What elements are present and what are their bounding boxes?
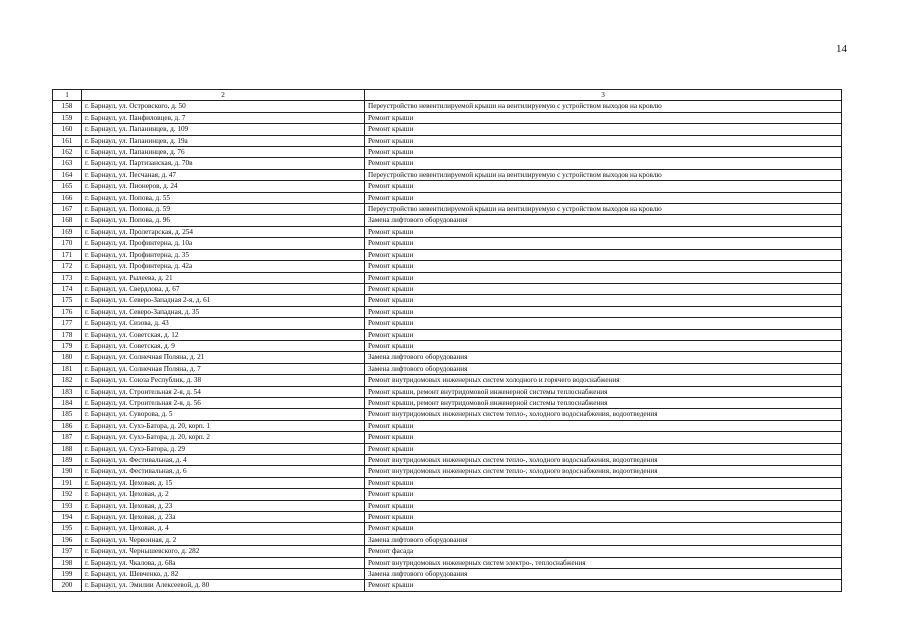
- table-row: [53, 318, 842, 329]
- work-type-cell: Ремонт внутридомовых инженерных систем электро-, теплоснабжения: [365, 557, 842, 568]
- work-type-cell: Ремонт крыши: [365, 580, 842, 591]
- work-type-cell: Замена лифтового оборудования: [365, 569, 842, 580]
- work-type-cell: Ремонт крыши: [365, 135, 842, 146]
- work-type-cell: Ремонт крыши: [365, 523, 842, 534]
- row-number: 175: [53, 295, 82, 306]
- address-cell: г. Барнаул, ул. Советская, д. 12: [82, 329, 365, 340]
- address-cell: г. Барнаул, ул. Папанинцев, д. 19а: [82, 135, 365, 146]
- address-cell: г. Барнаул, ул. Профинтерна, д. 35: [82, 249, 365, 260]
- row-number: 189: [53, 455, 82, 466]
- table-row: [53, 569, 842, 580]
- row-number: 199: [53, 569, 82, 580]
- work-type-cell: Ремонт крыши: [365, 295, 842, 306]
- work-type-cell: Ремонт внутридомовых инженерных систем холодного и горячего водоснабжения: [365, 375, 842, 386]
- row-number: 193: [53, 500, 82, 511]
- row-number: 184: [53, 397, 82, 408]
- table-row: [53, 272, 842, 283]
- table-row: [53, 306, 842, 317]
- address-cell: г. Барнаул, ул. Строительная 2-я, д. 56: [82, 397, 365, 408]
- work-type-cell: Ремонт крыши: [365, 112, 842, 123]
- table-row: [53, 455, 842, 466]
- address-cell: г. Барнаул, ул. Эмилии Алексеевой, д. 80: [82, 580, 365, 591]
- work-type-cell: Ремонт крыши: [365, 272, 842, 283]
- work-type-cell: Ремонт крыши: [365, 181, 842, 192]
- row-number: 186: [53, 420, 82, 431]
- address-cell: г. Барнаул, ул. Северо-Западная 2-я, д. 61: [82, 295, 365, 306]
- work-type-cell: Ремонт крыши: [365, 329, 842, 340]
- address-cell: г. Барнаул, ул. Свердлова, д. 67: [82, 283, 365, 294]
- row-number: 165: [53, 181, 82, 192]
- address-cell: г. Барнаул, ул. Пролетарская, д. 254: [82, 226, 365, 237]
- table-row: [53, 432, 842, 443]
- row-number: 183: [53, 386, 82, 397]
- work-type-cell: Ремонт внутридомовых инженерных систем тепло-, холодного водоснабжения, водоотведения: [365, 409, 842, 420]
- work-type-cell: Ремонт крыши: [365, 489, 842, 500]
- row-number: 188: [53, 443, 82, 454]
- row-number: 160: [53, 124, 82, 135]
- work-type-cell: Ремонт внутридомовых инженерных систем тепло-, холодного водоснабжения, водоотведения: [365, 466, 842, 477]
- address-cell: г. Барнаул, ул. Попова, д. 55: [82, 192, 365, 203]
- page-number: 14: [836, 43, 847, 55]
- table-row: [53, 523, 842, 534]
- address-cell: г. Барнаул, ул. Профинтерна, д. 42а: [82, 261, 365, 272]
- work-type-cell: Ремонт крыши: [365, 340, 842, 351]
- row-number: 174: [53, 283, 82, 294]
- address-cell: г. Барнаул, ул. Цеховая, д. 23а: [82, 512, 365, 523]
- table-row: [53, 409, 842, 420]
- address-cell: г. Барнаул, ул. Червонная, д. 2: [82, 534, 365, 545]
- table-row: [53, 512, 842, 523]
- address-cell: г. Барнаул, ул. Цеховая, д. 23: [82, 500, 365, 511]
- address-cell: г. Барнаул, ул. Сизова, д. 43: [82, 318, 365, 329]
- table-row: [53, 215, 842, 226]
- work-type-cell: Ремонт крыши: [365, 283, 842, 294]
- row-number: 181: [53, 363, 82, 374]
- table-row: [53, 158, 842, 169]
- address-cell: г. Барнаул, ул. Панфиловцев, д. 7: [82, 112, 365, 123]
- address-cell: г. Барнаул, ул. Папанинцев, д. 76: [82, 147, 365, 158]
- address-cell: г. Барнаул, ул. Цеховая, д. 15: [82, 477, 365, 488]
- header-col-1: 1: [53, 90, 82, 101]
- address-cell: г. Барнаул, ул. Сухэ-Батора, д. 20, корп. 1: [82, 420, 365, 431]
- row-number: 198: [53, 557, 82, 568]
- work-type-cell: Ремонт крыши: [365, 158, 842, 169]
- work-type-cell: Ремонт крыши: [365, 477, 842, 488]
- address-cell: г. Барнаул, ул. Папанинцев, д. 109: [82, 124, 365, 135]
- address-cell: г. Барнаул, ул. Шевченко, д. 82: [82, 569, 365, 580]
- table-row: [53, 466, 842, 477]
- table-row: [53, 500, 842, 511]
- row-number: 168: [53, 215, 82, 226]
- table-row: [53, 489, 842, 500]
- table-row: [53, 204, 842, 215]
- row-number: 158: [53, 101, 82, 112]
- table-row: [53, 363, 842, 374]
- work-type-cell: Ремонт крыши: [365, 306, 842, 317]
- address-cell: г. Барнаул, ул. Чернышевского, д. 282: [82, 546, 365, 557]
- address-cell: г. Барнаул, ул. Чкалова, д. 68а: [82, 557, 365, 568]
- address-cell: г. Барнаул, ул. Сухэ-Батора, д. 29: [82, 443, 365, 454]
- header-col-2: 2: [82, 90, 365, 101]
- work-type-cell: Ремонт крыши: [365, 261, 842, 272]
- table-row: [53, 112, 842, 123]
- table-row: [53, 375, 842, 386]
- header-col-3: 3: [365, 90, 842, 101]
- address-cell: г. Барнаул, ул. Рылеева, д. 21: [82, 272, 365, 283]
- address-cell: г. Барнаул, ул. Советская, д. 9: [82, 340, 365, 351]
- row-number: 173: [53, 272, 82, 283]
- address-cell: г. Барнаул, ул. Пионеров, д. 24: [82, 181, 365, 192]
- table-header-row: [53, 90, 842, 101]
- work-type-cell: Ремонт крыши: [365, 318, 842, 329]
- address-cell: г. Барнаул, ул. Солнечная Поляна, д. 7: [82, 363, 365, 374]
- table-row: [53, 420, 842, 431]
- work-type-cell: Ремонт крыши: [365, 420, 842, 431]
- address-cell: г. Барнаул, ул. Цеховая, д. 2: [82, 489, 365, 500]
- row-number: 170: [53, 238, 82, 249]
- address-cell: г. Барнаул, ул. Северо-Западная, д. 35: [82, 306, 365, 317]
- table-row: [53, 101, 842, 112]
- row-number: 167: [53, 204, 82, 215]
- address-cell: г. Барнаул, ул. Суворова, д. 5: [82, 409, 365, 420]
- table-row: [53, 397, 842, 408]
- work-type-cell: Переустройство невентилируемой крыши на вентилируемую с устройством выходов на кровлю: [365, 101, 842, 112]
- table-row: [53, 238, 842, 249]
- address-cell: г. Барнаул, ул. Попова, д. 96: [82, 215, 365, 226]
- row-number: 187: [53, 432, 82, 443]
- table-row: [53, 546, 842, 557]
- table-row: [53, 226, 842, 237]
- table-row: [53, 477, 842, 488]
- work-type-cell: Замена лифтового оборудования: [365, 534, 842, 545]
- row-number: 192: [53, 489, 82, 500]
- row-number: 172: [53, 261, 82, 272]
- row-number: 159: [53, 112, 82, 123]
- row-number: 200: [53, 580, 82, 591]
- table-row: [53, 124, 842, 135]
- work-type-cell: Ремонт крыши: [365, 192, 842, 203]
- work-type-cell: Ремонт внутридомовых инженерных систем тепло-, холодного водоснабжения, водоотведения: [365, 455, 842, 466]
- work-type-cell: Ремонт фасада: [365, 546, 842, 557]
- works-table: [52, 89, 842, 592]
- table-row: [53, 181, 842, 192]
- row-number: 163: [53, 158, 82, 169]
- work-type-cell: Замена лифтового оборудования: [365, 363, 842, 374]
- work-type-cell: Ремонт крыши: [365, 500, 842, 511]
- work-type-cell: Ремонт крыши: [365, 249, 842, 260]
- work-type-cell: Ремонт крыши: [365, 124, 842, 135]
- address-cell: г. Барнаул, ул. Профинтерна, д. 10а: [82, 238, 365, 249]
- row-number: 176: [53, 306, 82, 317]
- table-row: [53, 534, 842, 545]
- work-type-cell: Замена лифтового оборудования: [365, 215, 842, 226]
- address-cell: г. Барнаул, ул. Песчаная, д. 47: [82, 169, 365, 180]
- row-number: 190: [53, 466, 82, 477]
- table-row: [53, 386, 842, 397]
- table-row: [53, 249, 842, 260]
- work-type-cell: Переустройство невентилируемой крыши на вентилируемую с устройством выходов на кровлю: [365, 169, 842, 180]
- row-number: 196: [53, 534, 82, 545]
- row-number: 179: [53, 340, 82, 351]
- table-row: [53, 135, 842, 146]
- row-number: 185: [53, 409, 82, 420]
- table-row: [53, 443, 842, 454]
- address-cell: г. Барнаул, ул. Солнечная Поляна, д. 21: [82, 352, 365, 363]
- row-number: 180: [53, 352, 82, 363]
- work-type-cell: Ремонт крыши: [365, 238, 842, 249]
- table-row: [53, 295, 842, 306]
- table-row: [53, 169, 842, 180]
- work-type-cell: Переустройство невентилируемой крыши на вентилируемую с устройством выходов на кровлю: [365, 204, 842, 215]
- address-cell: г. Барнаул, ул. Фестивальная, д. 6: [82, 466, 365, 477]
- row-number: 197: [53, 546, 82, 557]
- table-row: [53, 261, 842, 272]
- table-row: [53, 580, 842, 591]
- address-cell: г. Барнаул, ул. Цеховая, д. 4: [82, 523, 365, 534]
- address-cell: г. Барнаул, ул. Союза Республик, д. 38: [82, 375, 365, 386]
- address-cell: г. Барнаул, ул. Строительная 2-я, д. 54: [82, 386, 365, 397]
- address-cell: г. Барнаул, ул. Сухэ-Батора, д. 20, корп. 2: [82, 432, 365, 443]
- address-cell: г. Барнаул, ул. Фестивальная, д. 4: [82, 455, 365, 466]
- row-number: 178: [53, 329, 82, 340]
- table-row: [53, 352, 842, 363]
- table-row: [53, 283, 842, 294]
- table-row: [53, 329, 842, 340]
- row-number: 194: [53, 512, 82, 523]
- address-cell: г. Барнаул, ул. Партизанская, д. 70в: [82, 158, 365, 169]
- row-number: 162: [53, 147, 82, 158]
- table-row: [53, 192, 842, 203]
- work-type-cell: Ремонт крыши, ремонт внутридомовой инженерной системы теплоснабжения: [365, 397, 842, 408]
- work-type-cell: Ремонт крыши, ремонт внутридомовой инженерной системы теплоснабжения: [365, 386, 842, 397]
- table-row: [53, 147, 842, 158]
- row-number: 164: [53, 169, 82, 180]
- row-number: 182: [53, 375, 82, 386]
- address-cell: г. Барнаул, ул. Островского, д. 50: [82, 101, 365, 112]
- table-row: [53, 340, 842, 351]
- row-number: 169: [53, 226, 82, 237]
- row-number: 191: [53, 477, 82, 488]
- row-number: 171: [53, 249, 82, 260]
- work-type-cell: Ремонт крыши: [365, 432, 842, 443]
- row-number: 177: [53, 318, 82, 329]
- work-type-cell: Ремонт крыши: [365, 226, 842, 237]
- table-row: [53, 557, 842, 568]
- row-number: 161: [53, 135, 82, 146]
- work-type-cell: Ремонт крыши: [365, 443, 842, 454]
- work-type-cell: Замена лифтового оборудования: [365, 352, 842, 363]
- row-number: 195: [53, 523, 82, 534]
- row-number: 166: [53, 192, 82, 203]
- work-type-cell: Ремонт крыши: [365, 147, 842, 158]
- work-type-cell: Ремонт крыши: [365, 512, 842, 523]
- address-cell: г. Барнаул, ул. Попова, д. 59: [82, 204, 365, 215]
